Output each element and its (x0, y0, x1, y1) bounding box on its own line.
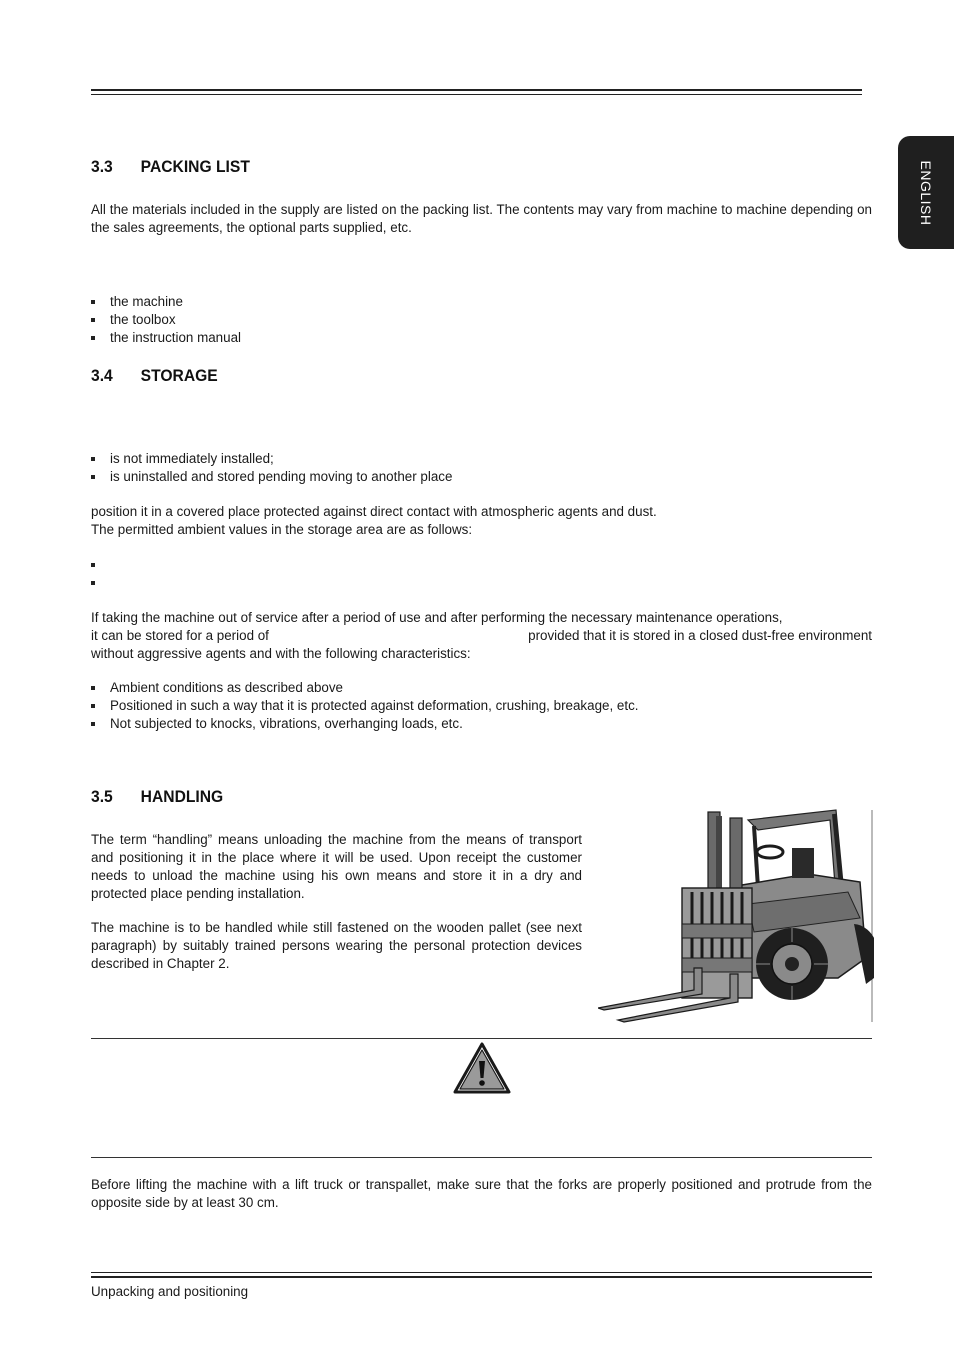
packing-list (91, 293, 241, 347)
section-number: 3.3 (91, 157, 113, 176)
text-fragment: it can be stored for a period of (91, 628, 269, 643)
forklift-illustration (598, 808, 874, 1024)
language-tab (898, 136, 954, 249)
list-item: is uninstalled and stored pending moving to another place (91, 468, 452, 486)
section-number: 3.4 (91, 366, 113, 385)
section-heading-handling (91, 787, 223, 807)
list-item: the instruction manual (91, 329, 241, 347)
handling-paragraph-1: The term “handling” means unloading the machine from the means of transport and positioning it in the place where it will be used. Upon receipt the customer needs to unload the machine using his own means and store it in a dry and protected place pending installation. (91, 832, 582, 901)
text-line (91, 627, 872, 645)
list-item: is not immediately installed; (91, 450, 452, 468)
storage-characteristics-list (91, 679, 639, 733)
handling-lifting-paragraph: Before lifting the machine with a lift truck or transpallet, make sure that the forks are properly positioned and protrude from the opposite side by at least 30 cm. (91, 1177, 872, 1210)
section-title: STORAGE (140, 366, 218, 385)
list-item: Ambient conditions as described above (91, 679, 639, 697)
storage-paragraph-2 (91, 609, 872, 663)
text-line: If taking the machine out of service after a period of use and after performing the necessary maintenance operations, (91, 610, 783, 625)
storage-conditions-list (91, 450, 452, 486)
section-title: HANDLING (140, 787, 224, 806)
header-rule-thin (91, 94, 862, 95)
section-heading-packing-list (91, 157, 250, 177)
ambient-values-list (91, 556, 110, 592)
list-item: Positioned in such a way that it is protected against deformation, crushing, breakage, etc. (91, 697, 639, 715)
warning-rule-bottom (91, 1157, 872, 1158)
list-item (91, 574, 110, 592)
text-line: The permitted ambient values in the storage area are as follows: (91, 522, 473, 537)
warning-rule-top (91, 1038, 872, 1039)
header-rule (91, 89, 862, 91)
list-item: the machine (91, 293, 241, 311)
storage-paragraph-1 (91, 503, 872, 539)
section-heading-storage (91, 366, 218, 386)
text-line: position it in a covered place protected against direct contact with atmospheric agents and dust. (91, 504, 657, 519)
text-fragment: provided that it is stored in a closed dust-free environment (528, 628, 872, 643)
list-item: Not subjected to knocks, vibrations, overhanging loads, etc. (91, 715, 639, 733)
footer-rule-thin (91, 1272, 872, 1273)
section-number: 3.5 (91, 787, 113, 806)
text-line: without aggressive agents and with the following characteristics: (91, 646, 471, 661)
handling-paragraph-2: The machine is to be handled while still fastened on the wooden pallet (see next paragraph) by suitably trained persons wearing the personal protection devices described in Chapter 2. (91, 920, 582, 971)
packing-paragraph: All the materials included in the supply are listed on the packing list. The contents may vary from machine to machine depending on the sales agreements, the optional parts supplied, etc. (91, 202, 872, 235)
footer-section-name: Unpacking and positioning (91, 1284, 249, 1299)
section-title: PACKING LIST (140, 157, 250, 176)
warning-icon (452, 1041, 512, 1095)
footer-rule (91, 1276, 872, 1278)
list-item (91, 556, 110, 574)
list-item: the toolbox (91, 311, 241, 329)
language-tab-label: ENGLISH (918, 160, 934, 225)
